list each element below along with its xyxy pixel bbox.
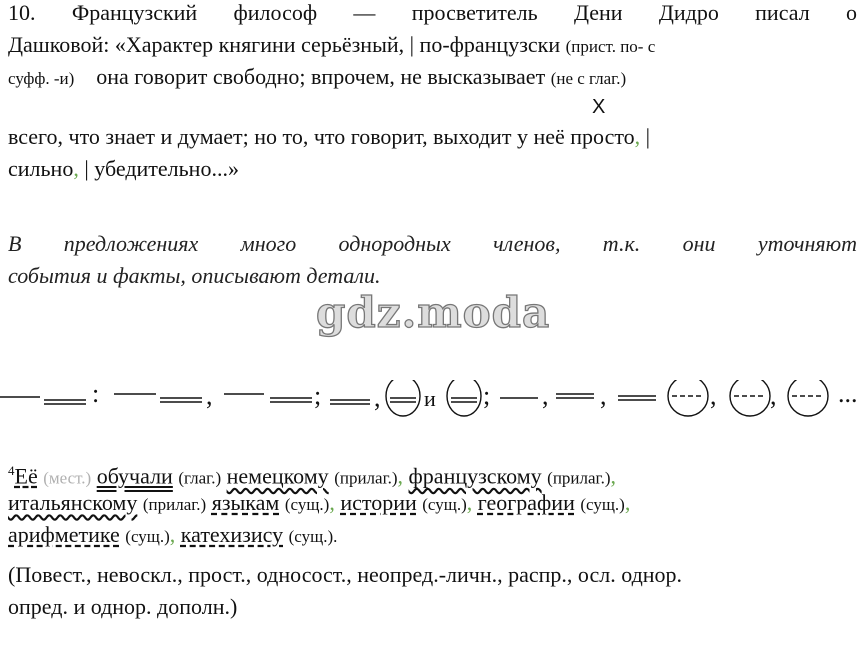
word-arifmetike: арифметике [8,522,120,547]
word-yazykam: языкам [211,490,280,515]
task-line-4-text: всего, что знает и думает; но то, что говорит, выходит у неё просто [8,124,635,149]
analysis-line-2 [8,490,857,518]
added-comma: , [329,490,335,515]
pos-note: (глаг.) [178,468,222,488]
scheme-semicolon: ; [483,381,491,410]
footnote-number: 4 [8,463,15,478]
word-frantsuzskomu: французскому [408,463,542,489]
explanation-line-1: В предложениях много однородных членов, т.к. они уточняют [8,231,857,256]
pos-note: (сущ.) [125,527,170,546]
pos-note: (сущ.) [580,495,625,514]
analysis-line-3 [8,522,857,550]
pos-note: (сущ.) [284,495,330,514]
scheme-comma: , [600,381,607,410]
word-geografii: географии [477,490,575,515]
scheme-ellipsis: ... [838,380,858,408]
added-comma: , [610,463,617,489]
added-comma: , [466,490,473,515]
word-katehizisu: катехизису [180,522,284,547]
pos-note: (прилаг.) [334,468,398,488]
added-comma: , [397,463,404,489]
grammar-note-ne: (не с глаг.) [550,69,627,88]
scheme-comma: , [374,383,381,412]
word-istorii: истории [340,490,417,515]
task-line-3-text: она говорит свободно; впрочем, не высказывает [96,64,546,89]
pos-note: (мест.) [43,468,92,488]
grammar-note-prefix: (прист. по- с [565,37,656,56]
grammar-note-suffix: суфф. -и) [8,69,75,88]
scheme-conj-i: и [424,386,436,411]
word-ee: Её [14,463,38,489]
scheme-colon: : [92,380,100,408]
characteristic-line-1: (Повест., невоскл., прост., односост., неопред.-личн., распр., осл. однор. [8,562,683,587]
scheme-comma: , [206,381,213,410]
characteristic-line-2: опред. и однор. дополн.) [8,594,238,619]
scheme-comma: , [710,381,717,410]
task-line-3 [8,64,857,92]
scheme-semicolon: ; [314,381,322,410]
x-mark: Х [592,96,606,118]
task-line-5 [8,156,857,182]
task-line-4 [8,124,857,150]
added-comma: , [624,490,631,515]
watermark: gdz.moda [316,288,551,337]
word-italyanskomu: итальянскому [8,490,138,515]
pos-note: (сущ.) [422,495,467,514]
separator-bar: | [645,124,651,149]
analysis-line-1 [8,458,857,491]
task-line-1: 10. Французский философ — просветитель Дени Дидро писал о [8,0,857,25]
task-line-5-word: сильно [8,156,74,181]
added-comma: , [634,124,641,149]
pos-note: (прилаг.) [547,468,611,488]
task-line-2 [8,32,857,60]
pos-note: (прилаг.) [142,495,207,514]
task-line-2-text: Дашковой: «Характер княгини серьёзный, | по-французски [8,32,561,57]
explanation-line-2: события и факты, описывают детали. [8,263,381,288]
word-nemetskomu: немецкому [226,463,329,489]
scheme-comma: , [542,381,549,410]
homogeneous-members-scheme [0,380,865,420]
added-comma: , [169,522,176,547]
task-line-5-text: | убедительно...» [84,156,239,181]
scheme-comma: , [770,381,777,410]
added-comma: , [73,156,79,181]
word-obuchali: обучали [96,463,173,489]
pos-note: (сущ.). [288,527,338,546]
